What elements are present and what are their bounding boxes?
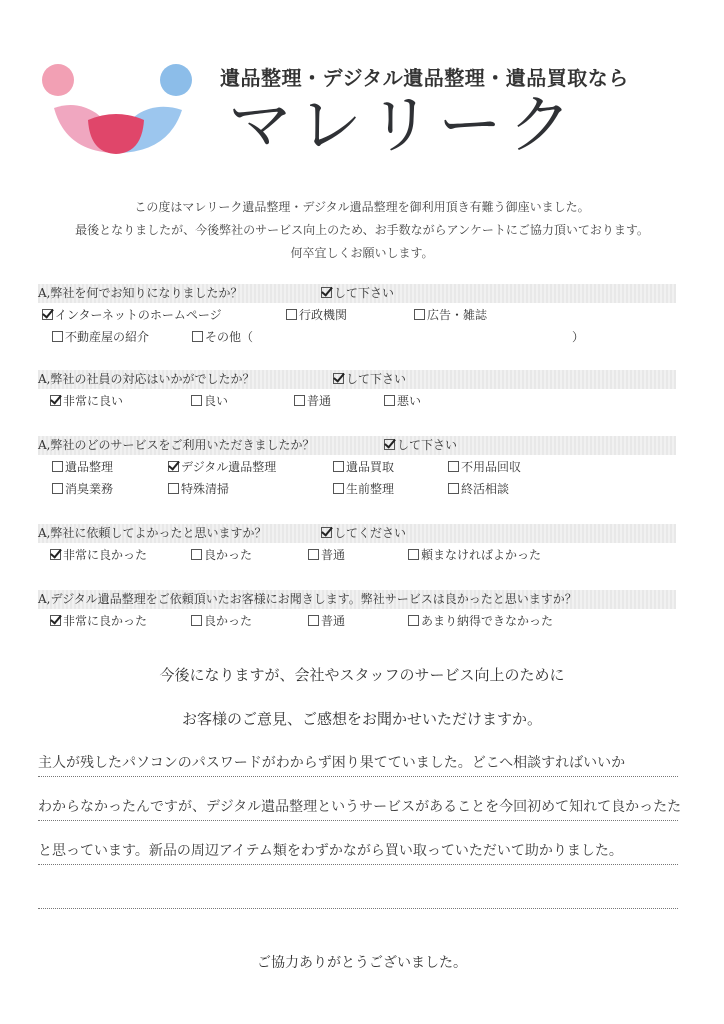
option[interactable]: 良い [191, 392, 228, 409]
option[interactable]: 良かった [191, 612, 252, 629]
thanks-text: ご協力ありがとうございました。 [257, 955, 467, 971]
question-1 [38, 284, 676, 347]
checkbox-icon[interactable] [52, 483, 63, 494]
option[interactable]: 不動産屋の紹介 [52, 328, 149, 345]
checkbox-icon[interactable] [191, 395, 202, 406]
checkbox-icon[interactable] [414, 309, 425, 320]
checkbox-icon[interactable] [192, 331, 203, 342]
comment-line: と思っています。新品の周辺アイテム類をわずかながら買い取っていただいて助かりました。 [38, 828, 678, 865]
checkbox-icon[interactable] [191, 549, 202, 560]
question-3 [38, 436, 676, 499]
checkbox-icon[interactable] [294, 395, 305, 406]
option[interactable]: あまり納得できなかった [408, 612, 553, 629]
option[interactable]: 特殊清掃 [168, 480, 229, 497]
closing-line: お客様のご意見、ご感想をお聞かせいただけますか。 [181, 710, 542, 728]
checkbox-icon[interactable] [191, 615, 202, 626]
checkbox-icon [384, 439, 395, 450]
checkbox-icon[interactable] [50, 395, 61, 406]
checkbox-icon[interactable] [308, 549, 319, 560]
checkbox-icon[interactable] [52, 461, 63, 472]
option[interactable]: 普通 [308, 546, 345, 563]
intro-text [0, 196, 724, 265]
checkbox-icon[interactable] [52, 331, 63, 342]
question-4 [38, 524, 676, 565]
intro-line: 最後となりましたが、今後弊社のサービス向上のため、お手数ながらアンケートにご協力頂いております。 [75, 223, 649, 237]
checkbox-icon [333, 373, 344, 384]
checkbox-icon[interactable] [168, 461, 179, 472]
option[interactable]: 広告・雑誌 [414, 306, 487, 323]
checkbox-icon[interactable] [333, 483, 344, 494]
option[interactable]: 遺品買取 [333, 458, 394, 475]
logo-icon [36, 58, 196, 158]
option[interactable]: 行政機関 [286, 306, 347, 323]
checkbox-icon [321, 527, 332, 538]
checkbox-icon[interactable] [42, 309, 53, 320]
option[interactable]: 頼まなければよかった [408, 546, 541, 563]
intro-line: 何卒宜しくお願いします。 [290, 246, 434, 260]
option[interactable]: 良かった [191, 546, 252, 563]
option[interactable]: インターネットのホームページ [42, 306, 222, 323]
comment-line: わからなかったんですが、デジタル遺品整理というサービスがあることを今回初めて知れて良かったた [38, 784, 678, 821]
option[interactable]: その他（ [192, 328, 253, 345]
option[interactable]: 非常に良い [50, 392, 123, 409]
question-text: A,デジタル遺品整理をご依頼頂いたお客様にお聞きします。弊社サービスは良かったと思いますか？ [38, 592, 577, 606]
checkbox-icon [321, 287, 332, 298]
option[interactable]: 非常に良かった [50, 612, 147, 629]
question-2 [38, 370, 676, 411]
checkbox-icon[interactable] [50, 549, 61, 560]
option[interactable]: デジタル遺品整理 [168, 458, 276, 475]
option[interactable]: 普通 [294, 392, 331, 409]
instruction: して下さい [384, 436, 457, 455]
brand-name: マレリーク [228, 89, 578, 163]
question-text: A,弊社のどのサービスをご利用いただきましたか？ [38, 438, 315, 452]
comment-line: 主人が残したパソコンのパスワードがわからず困り果てていました。どこへ相談すればいいか [38, 740, 678, 777]
checkbox-icon[interactable] [308, 615, 319, 626]
checkbox-icon[interactable] [408, 549, 419, 560]
option[interactable]: 悪い [384, 392, 421, 409]
checkbox-icon[interactable] [333, 461, 344, 472]
checkbox-icon[interactable] [384, 395, 395, 406]
checkbox-icon[interactable] [50, 615, 61, 626]
tagline: 遺品整理・デジタル遺品整理・遺品買取なら [220, 66, 629, 90]
option[interactable]: 不用品回収 [448, 458, 521, 475]
instruction: して下さい [333, 370, 406, 389]
checkbox-icon[interactable] [408, 615, 419, 626]
comment-line [38, 872, 678, 909]
closing-line: 今後になりますが、会社やスタッフのサービス向上のために [159, 666, 565, 684]
checkbox-icon[interactable] [286, 309, 297, 320]
option[interactable]: 生前整理 [333, 480, 394, 497]
instruction: してください [321, 524, 406, 543]
instruction: して下さい [321, 284, 394, 303]
option[interactable]: 普通 [308, 612, 345, 629]
question-text: A,弊社に依頼してよかったと思いますか？ [38, 526, 267, 540]
option[interactable]: 消臭業務 [52, 480, 113, 497]
option[interactable]: 遺品整理 [52, 458, 113, 475]
checkbox-icon[interactable] [448, 483, 459, 494]
question-text: A,弊社を何でお知りになりましたか？ [38, 286, 243, 300]
close-paren: ） [572, 330, 585, 344]
checkbox-icon[interactable] [448, 461, 459, 472]
option[interactable]: 終活相談 [448, 480, 509, 497]
question-text: A,弊社の社員の対応はいかがでしたか？ [38, 372, 255, 386]
intro-line: この度はマレリーク遺品整理・デジタル遺品整理を御利用頂き有難う御座いました。 [134, 200, 590, 214]
option[interactable]: 非常に良かった [50, 546, 147, 563]
question-5 [38, 590, 676, 631]
checkbox-icon[interactable] [168, 483, 179, 494]
